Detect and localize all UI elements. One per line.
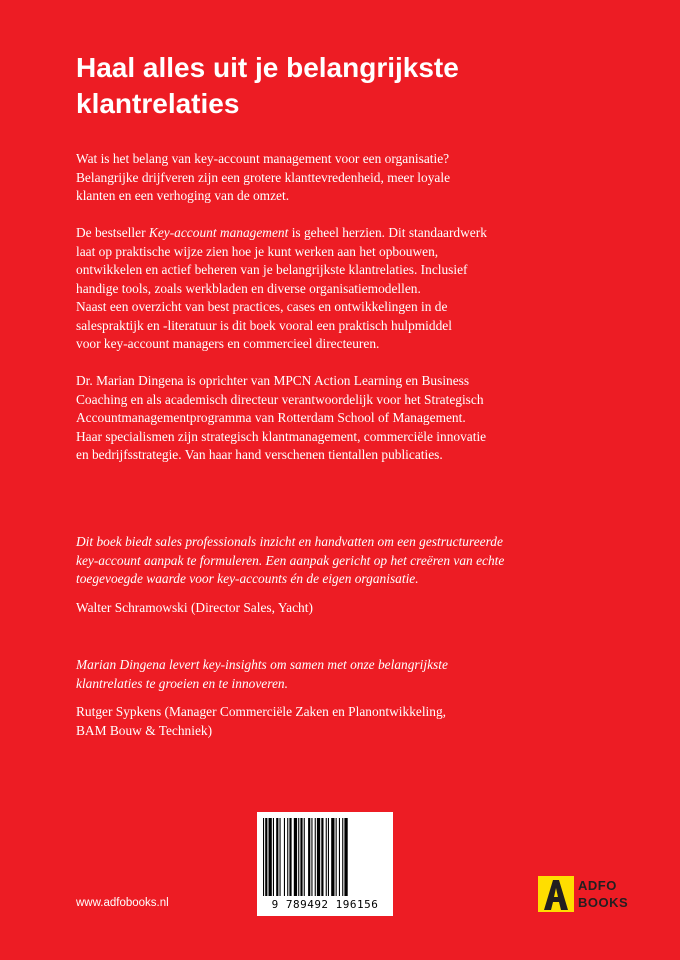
barcode-bar	[276, 818, 278, 896]
barcode-bar	[263, 818, 264, 896]
text-line-prefix: De bestseller	[76, 225, 149, 240]
testimonial-quote-1	[76, 533, 636, 589]
quote-line: Dit boek biedt sales professionals inzicht en handvatten om een gestructureerde	[76, 534, 503, 549]
testimonial-attribution-2	[76, 703, 636, 740]
barcode-bar	[265, 818, 267, 896]
barcode-bar	[344, 818, 347, 896]
logo-text-line: BOOKS	[578, 895, 629, 910]
text-line: en bedrijfsstrategie. Van haar hand verschenen tientallen publicaties.	[76, 447, 443, 462]
text-line: salespraktijk en -literatuur is dit boek vooral een praktisch hulpmiddel	[76, 317, 452, 333]
website-link[interactable]: www.adfobooks.nl	[76, 897, 169, 909]
testimonial-attribution-1: Walter Schramowski (Director Sales, Yacht)	[76, 600, 313, 615]
text-line: ontwikkelen en actief beheren van je belangrijkste klantrelaties. Inclusief	[76, 262, 468, 277]
text-line: Coaching en als academisch directeur verantwoordelijk voor het Strategisch	[76, 391, 484, 407]
logo-text-line: ADFO	[578, 878, 617, 893]
barcode-bar	[269, 818, 272, 896]
text-line: laat op praktische wijze zien hoe je kunt werken aan het opbouwen,	[76, 243, 439, 259]
adfo-a-logo-icon	[536, 874, 576, 914]
barcode-bar	[336, 818, 337, 896]
barcode-bar	[304, 818, 305, 896]
book-title-italic: Key-account management	[148, 225, 289, 240]
text-line-suffix: is geheel herzien. Dit standaardwerk	[288, 225, 487, 240]
quote-line: klantrelaties te groeien en te innoveren.	[76, 675, 288, 691]
text-line: Belangrijke drijfveren zijn een grotere klanttevredenheid, meer loyale	[76, 169, 451, 185]
quote-line: toegevoegde waarde voor key-accounts én de eigen organisatie.	[76, 571, 419, 586]
barcode-bar	[342, 818, 343, 896]
barcode-bar	[289, 818, 291, 896]
publisher-logo	[536, 874, 652, 914]
barcode-bar	[308, 818, 310, 896]
text-line: Dr. Marian Dingena is oprichter van MPCN Action Learning en Business	[76, 373, 470, 388]
barcode-bar	[321, 818, 323, 896]
quote-line: Marian Dingena levert key-insights om samen met onze belangrijkste	[76, 657, 448, 672]
barcode-bar	[300, 818, 302, 896]
barcode-bar	[284, 818, 285, 896]
attribution-line: Rutger Sypkens (Manager Commerciële Zaken en Planontwikkeling,	[76, 704, 447, 719]
text-line: klanten en een verhoging van de omzet.	[76, 188, 290, 203]
title-line: klantrelaties	[76, 88, 240, 119]
text-line: Wat is het belang van key-account management voor een organisatie?	[76, 151, 450, 166]
isbn-number: 9 789492 196156	[271, 898, 379, 911]
barcode-bar	[331, 818, 334, 896]
cover-title	[76, 50, 616, 122]
isbn-barcode	[257, 812, 393, 916]
barcode-bar	[273, 818, 274, 896]
barcode-bar	[287, 818, 288, 896]
barcode-bar	[294, 818, 297, 896]
text-line: voor key-account managers en commercieel directeuren.	[76, 336, 380, 351]
title-line: Haal alles uit je belangrijkste	[76, 52, 459, 83]
barcode-bar	[339, 818, 340, 896]
barcode-bar	[326, 818, 327, 896]
barcode-bar	[298, 818, 299, 896]
barcode-bar	[280, 818, 281, 896]
description-paragraph	[76, 224, 636, 354]
barcode-bar	[328, 818, 329, 896]
author-bio-paragraph	[76, 372, 636, 465]
quote-line: key-account aanpak te formuleren. Een aanpak gericht op het creëren van echte	[76, 552, 505, 568]
text-line: Haar specialismen zijn strategisch klantmanagement, commerciële innovatie	[76, 428, 487, 444]
barcode-bars	[257, 812, 393, 898]
attribution-line: BAM Bouw & Techniek)	[76, 722, 213, 738]
intro-paragraph	[76, 150, 636, 206]
barcode-bar	[311, 818, 312, 896]
barcode-bar	[315, 818, 316, 896]
text-line: Accountmanagementprogramma van Rotterdam School of Management.	[76, 410, 466, 425]
text-line: Naast een overzicht van best practices, cases en ontwikkelingen in de	[76, 299, 448, 314]
text-line: handige tools, zoals werkbladen en diverse organisatiemodellen.	[76, 280, 421, 296]
barcode-bar	[317, 818, 320, 896]
testimonial-quote-2	[76, 656, 636, 693]
